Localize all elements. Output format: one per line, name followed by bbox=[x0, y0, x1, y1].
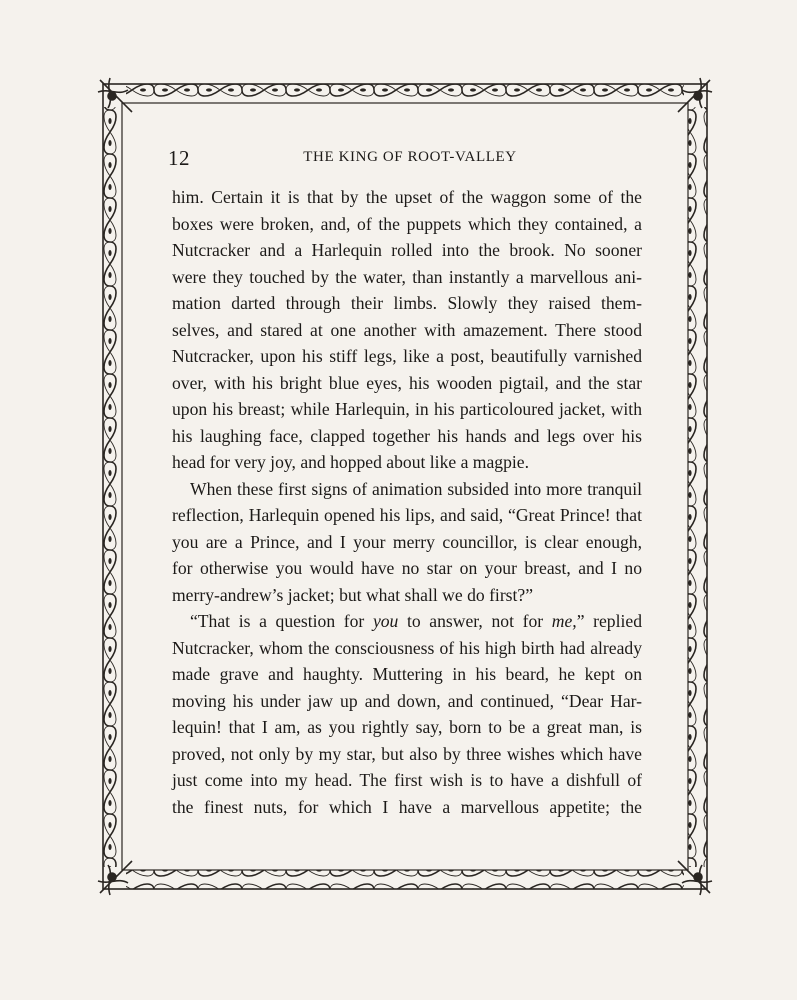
body-text bbox=[172, 184, 642, 820]
bottom-vine-band bbox=[126, 870, 684, 889]
text-line: Nutcracker, whom the consciousness of his high birth had already bbox=[172, 637, 642, 658]
text-line: made grave and haughty. Muttering in his beard, he kept on bbox=[172, 664, 642, 684]
text-line: his laughing face, clapped together his hands and legs over his bbox=[172, 425, 642, 446]
paragraph-lines-b bbox=[172, 635, 642, 821]
text-line: moving his under jaw up and down, and continued, “Dear Har- bbox=[172, 690, 642, 711]
text-line: upon his breast; while Harlequin, in his particoloured jacket, with bbox=[172, 399, 642, 419]
text-line: you are a Prince, and I your merry councillor, is clear enough, bbox=[172, 531, 642, 552]
text-line: merry-andrew’s jacket; but what shall we do first?” bbox=[172, 584, 534, 605]
left-vine-band bbox=[103, 107, 122, 867]
page-number: 12 bbox=[168, 146, 190, 170]
text-line: When these first signs of animation subsided into more tranquil bbox=[190, 478, 642, 499]
text-line: just come into my head. The first wish is to have a dishfull of bbox=[172, 770, 642, 790]
text-line: mation darted through their limbs. Slowly they raised them- bbox=[172, 293, 642, 313]
italic-word: you bbox=[372, 611, 399, 631]
text-line: selves, and stared at one another with amazement. There stood bbox=[172, 319, 642, 340]
paragraph-lines-a bbox=[172, 184, 642, 608]
text-line: proved, not only by my star, but also by three wishes which have bbox=[172, 743, 642, 764]
italic-word: me, bbox=[551, 611, 577, 631]
text-line: lequin! that I am, as you rightly say, born to be a great man, is bbox=[172, 717, 642, 737]
text-line: for otherwise you would have no star on your breast, and I no bbox=[172, 558, 642, 578]
text-line: “That is a question for you to answer, not for me,” replied bbox=[190, 611, 642, 631]
text-line: him. Certain it is that by the upset of the waggon some of the bbox=[172, 187, 642, 207]
right-vine-band bbox=[688, 107, 707, 867]
top-vine-band bbox=[126, 84, 684, 103]
text-line: head for very joy, and hopped about like a magpie. bbox=[172, 452, 529, 472]
text-line: the finest nuts, for which I have a marvellous appetite; the bbox=[172, 796, 642, 817]
text-line: boxes were broken, and, of the puppets which they contained, a bbox=[172, 213, 642, 234]
text-line: over, with his bright blue eyes, his wooden pigtail, and the star bbox=[172, 372, 642, 393]
text-line: Nutcracker, upon his stiff legs, like a post, beautifully varnished bbox=[172, 346, 642, 366]
text-line: were they touched by the water, than instantly a marvellous ani- bbox=[172, 266, 642, 287]
text-line: Nutcracker and a Harlequin rolled into the brook. No sooner bbox=[172, 240, 642, 260]
running-title: THE KING OF ROOT-VALLEY bbox=[303, 149, 517, 165]
text-line: reflection, Harlequin opened his lips, and said, “Great Prince! that bbox=[172, 505, 642, 525]
